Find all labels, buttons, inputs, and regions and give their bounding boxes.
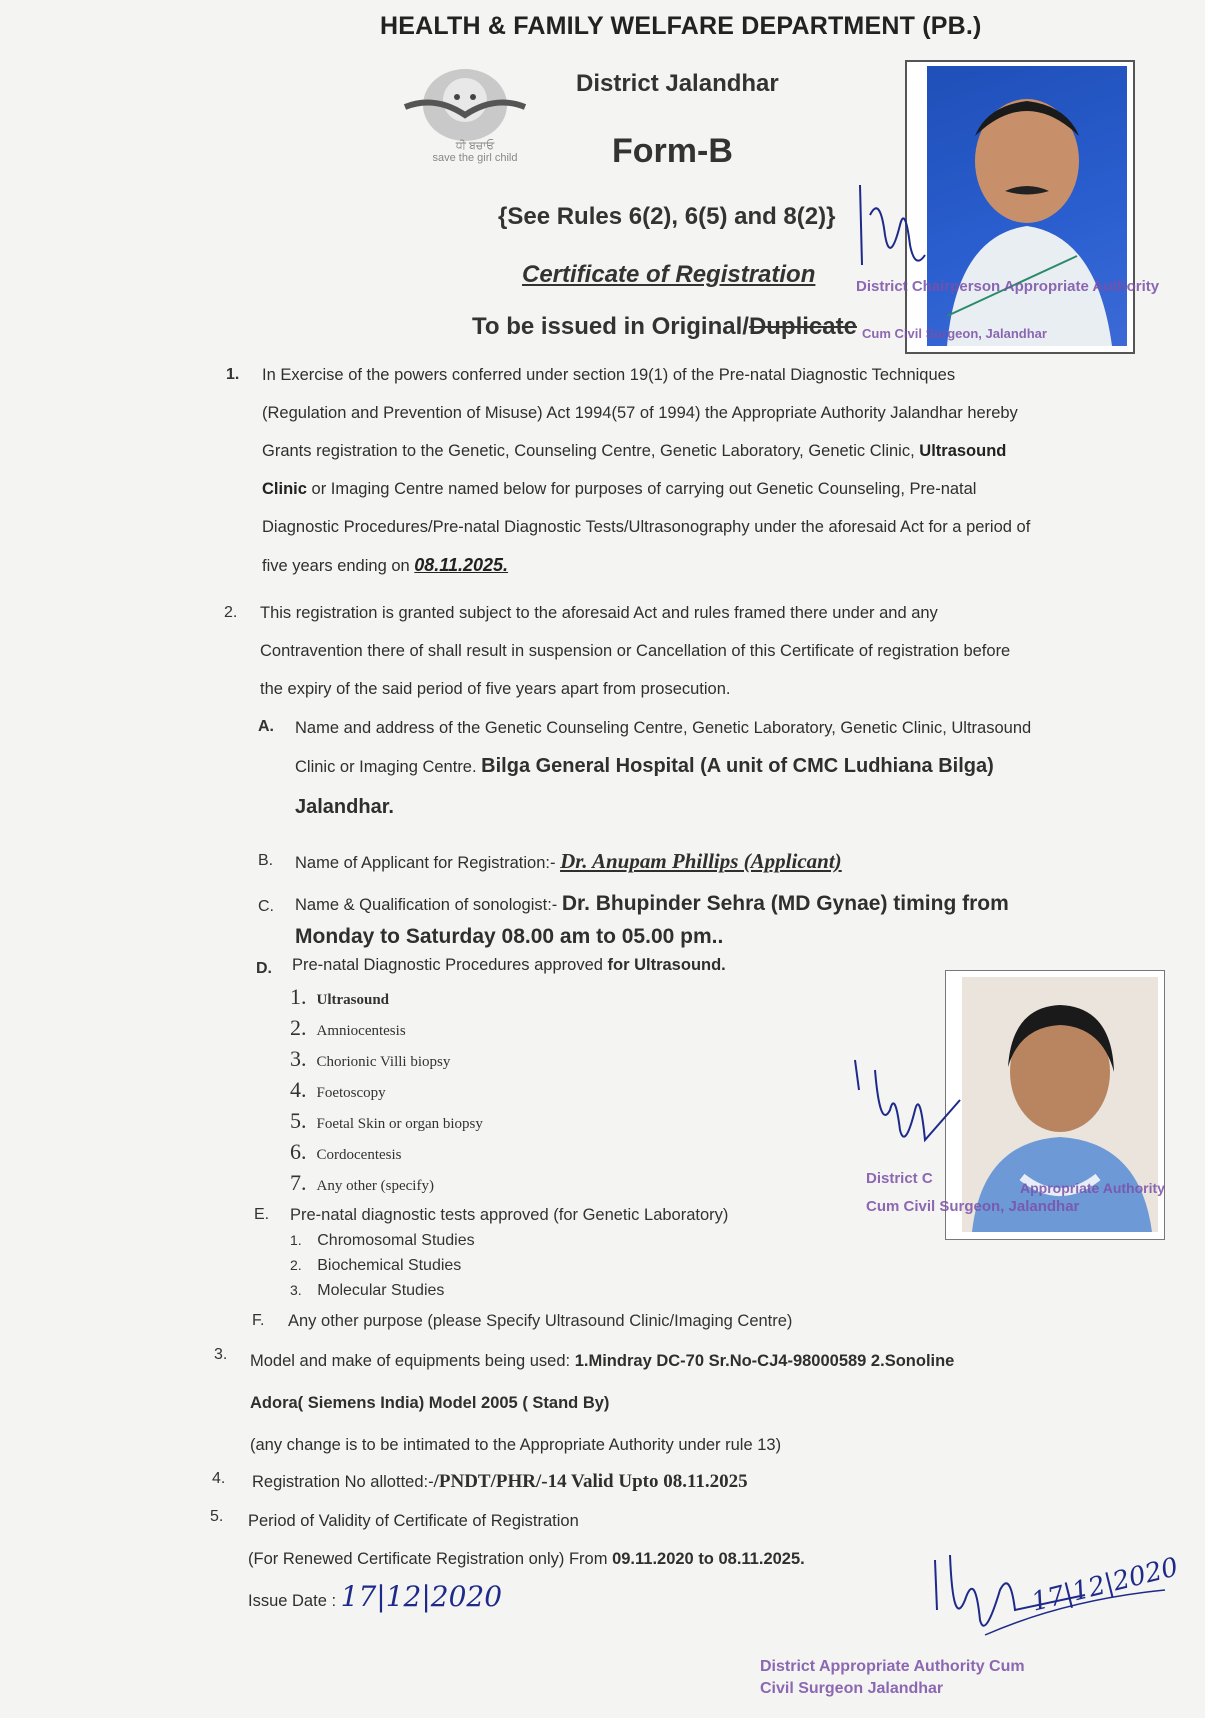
- item-c: [295, 888, 1175, 954]
- equipment-1: 1.Mindray DC-70 Sr.No-CJ4-98000589 2.Sonoline: [574, 1352, 955, 1370]
- item-a-line-2-text: Clinic or Imaging Centre.: [295, 758, 477, 776]
- district-name: District Jalandhar: [576, 70, 779, 97]
- para1: [262, 356, 1162, 585]
- test-number: 1.: [290, 1232, 318, 1248]
- para3-text: Model and make of equipments being used:: [250, 1352, 571, 1370]
- stamp-mid-2: Appropriate Authority: [1020, 1180, 1165, 1196]
- procedure-item: [290, 1015, 406, 1041]
- procedure-label: Chorionic Villi biopsy: [316, 1054, 451, 1070]
- issued-prefix: To be issued in Original/: [472, 313, 749, 340]
- para1-line-1: In Exercise of the powers conferred under section 19(1) of the Pre-natal Diagnostic Techniques: [262, 366, 956, 384]
- item-b-text: Name of Applicant for Registration:-: [295, 854, 556, 872]
- procedure-item: [290, 1046, 450, 1072]
- item-d-value: for Ultrasound.: [607, 956, 726, 974]
- procedure-number: 6.: [290, 1139, 307, 1164]
- test-label: Biochemical Studies: [317, 1257, 462, 1274]
- applicant-name: Dr. Anupam Phillips (Applicant): [560, 849, 842, 873]
- procedure-item: [290, 1139, 401, 1165]
- para2-number: 2.: [224, 604, 238, 621]
- logo-tagline-english: save the girl child: [432, 152, 518, 165]
- procedure-label: Cordocentesis: [316, 1147, 402, 1163]
- para1-end-date: 08.11.2025.: [414, 555, 509, 575]
- stamp-top-2: Cum Civil Surgeon, Jalandhar: [862, 326, 1047, 341]
- signature-date: 17|12|2020: [1028, 1552, 1182, 1618]
- para1-line-3-text: Grants registration to the Genetic, Counseling Centre, Genetic Laboratory, Genetic Clinic,: [262, 442, 915, 460]
- procedure-label: Ultrasound: [316, 992, 390, 1008]
- para1-line-2: (Regulation and Prevention of Misuse) Act 1994(57 of 1994) the Appropriate Authority Jalandhar hereby: [262, 404, 1018, 422]
- item-f-text: Any other purpose (please Specify Ultrasound Clinic/Imaging Centre): [288, 1312, 793, 1330]
- para5-text-2: (For Renewed Certificate Registration only) From: [248, 1550, 608, 1568]
- stamp-mid-1: District C: [866, 1170, 933, 1187]
- procedure-number: 7.: [290, 1170, 307, 1195]
- stamp-bottom-1: District Appropriate Authority Cum: [760, 1658, 1025, 1675]
- procedure-number: 1.: [290, 984, 307, 1009]
- para1-line-5: Diagnostic Procedures/Pre-natal Diagnostic Tests/Ultrasonography under the aforesaid Act for a period of: [262, 518, 1031, 536]
- para2-line-2: Contravention there of shall result in suspension or Cancellation of this Certificate of registration before: [260, 642, 1011, 660]
- item-e-text: Pre-natal diagnostic tests approved (for Genetic Laboratory): [290, 1206, 729, 1224]
- stamp-mid-3: Cum Civil Surgeon, Jalandhar: [866, 1198, 1080, 1215]
- test-item: [290, 1282, 444, 1300]
- item-f-label: F.: [252, 1312, 265, 1329]
- issued-line: [472, 313, 857, 341]
- para2-line-3: the expiry of the said period of five years apart from prosecution.: [260, 680, 731, 698]
- para5-number: 5.: [210, 1508, 224, 1525]
- para5-text: Period of Validity of Certificate of Registration: [248, 1512, 579, 1530]
- item-e-label: E.: [254, 1206, 270, 1223]
- applicant-photo-image: [927, 66, 1127, 346]
- para3-number: 3.: [214, 1346, 228, 1363]
- stamp-top-1: District Chairperson Appropriate Authority: [856, 278, 1160, 295]
- signature-top: [840, 175, 930, 290]
- para5: [248, 1502, 805, 1620]
- procedure-number: 3.: [290, 1046, 307, 1071]
- test-item: [290, 1257, 461, 1275]
- issue-date-line: [248, 1578, 805, 1620]
- logo-tagline: [420, 140, 530, 164]
- applicant-photo: [905, 60, 1135, 354]
- item-b: [295, 843, 842, 881]
- para1-line-3-bold: Ultrasound: [919, 442, 1007, 460]
- para3: [250, 1340, 1170, 1466]
- logo-tagline-punjabi: ਧੀ ਬਚਾਓ: [455, 140, 495, 152]
- para1-line-4-bold: Clinic: [262, 480, 307, 498]
- equipment-2: Adora( Siemens India) Model 2005 ( Stand By): [250, 1394, 610, 1412]
- para4: [252, 1464, 748, 1500]
- item-a-line-3: [295, 787, 1165, 828]
- item-a-line-2: [295, 746, 1165, 787]
- registration-number: /PNDT/PHR/-14 Valid Upto 08.11.2025: [433, 1471, 748, 1492]
- item-c-line-1: [295, 888, 1175, 921]
- sonologist-name: Dr. Bhupinder Sehra (MD Gynae) timing from: [561, 892, 1009, 915]
- procedure-number: 5.: [290, 1108, 307, 1133]
- para1-line-3: [262, 432, 1162, 470]
- signature-middle: [845, 1050, 965, 1170]
- para3-line-1: [250, 1340, 1170, 1382]
- para5-line-2: [248, 1540, 805, 1578]
- item-c-label: C.: [258, 898, 274, 915]
- validity-period: 09.11.2020 to 08.11.2025.: [612, 1550, 805, 1568]
- para1-line-6: [262, 546, 1162, 585]
- test-item: [290, 1232, 475, 1250]
- test-number: 2.: [290, 1257, 318, 1273]
- para4-text: Registration No allotted:-: [252, 1473, 434, 1491]
- para1-line-4-text: or Imaging Centre named below for purposes of carrying out Genetic Counseling, Pre-natal: [311, 480, 977, 498]
- procedure-label: Amniocentesis: [316, 1023, 406, 1039]
- para3-line-2: [250, 1382, 1170, 1424]
- centre-city: Jalandhar.: [295, 796, 394, 818]
- issue-date-label: Issue Date :: [248, 1592, 337, 1610]
- item-d: [292, 950, 726, 980]
- procedure-label: Foetoscopy: [316, 1085, 386, 1101]
- para2-line-1: This registration is granted subject to the aforesaid Act and rules framed there under and any: [260, 604, 938, 622]
- rules-reference: {See Rules 6(2), 6(5) and 8(2)}: [498, 203, 836, 230]
- stamp-bottom-2: Civil Surgeon Jalandhar: [760, 1680, 944, 1697]
- item-b-label: B.: [258, 852, 274, 869]
- procedure-item: [290, 1077, 386, 1103]
- para1-number: 1.: [226, 366, 240, 383]
- sonologist-timing: Monday to Saturday 08.00 am to 05.00 pm..: [295, 925, 724, 948]
- item-d-label: D.: [256, 960, 272, 977]
- centre-name: Bilga General Hospital (A unit of CMC Ludhiana Bilga): [481, 755, 994, 777]
- para1-line-4: [262, 470, 1162, 508]
- certificate-title: Certificate of Registration: [522, 261, 816, 288]
- item-a-line-1: Name and address of the Genetic Counseling Centre, Genetic Laboratory, Genetic Clinic, Ultrasound: [295, 719, 1032, 737]
- procedure-item: [290, 984, 389, 1010]
- para3-note: (any change is to be intimated to the Appropriate Authority under rule 13): [250, 1436, 782, 1454]
- test-label: Molecular Studies: [317, 1282, 445, 1299]
- item-a: [295, 710, 1165, 828]
- item-a-label: A.: [258, 718, 274, 735]
- procedure-number: 4.: [290, 1077, 307, 1102]
- test-number: 3.: [290, 1282, 318, 1298]
- form-title: Form-B: [612, 132, 733, 170]
- procedure-label: Foetal Skin or organ biopsy: [316, 1116, 483, 1132]
- department-title: HEALTH & FAMILY WELFARE DEPARTMENT (PB.): [380, 12, 982, 40]
- test-label: Chromosomal Studies: [317, 1232, 475, 1249]
- issued-struck: Duplicate: [748, 313, 857, 340]
- issue-date: 17|12|2020: [340, 1580, 503, 1613]
- procedure-item: [290, 1170, 434, 1196]
- item-d-text: Pre-natal Diagnostic Procedures approved: [292, 956, 603, 974]
- procedure-label: Any other (specify): [316, 1178, 434, 1194]
- para2: [260, 594, 1160, 708]
- para1-line-6-text: five years ending on: [262, 557, 410, 575]
- procedure-item: [290, 1108, 483, 1134]
- item-c-text: Name & Qualification of sonologist:-: [295, 896, 558, 914]
- para4-number: 4.: [212, 1470, 226, 1487]
- procedure-number: 2.: [290, 1015, 307, 1040]
